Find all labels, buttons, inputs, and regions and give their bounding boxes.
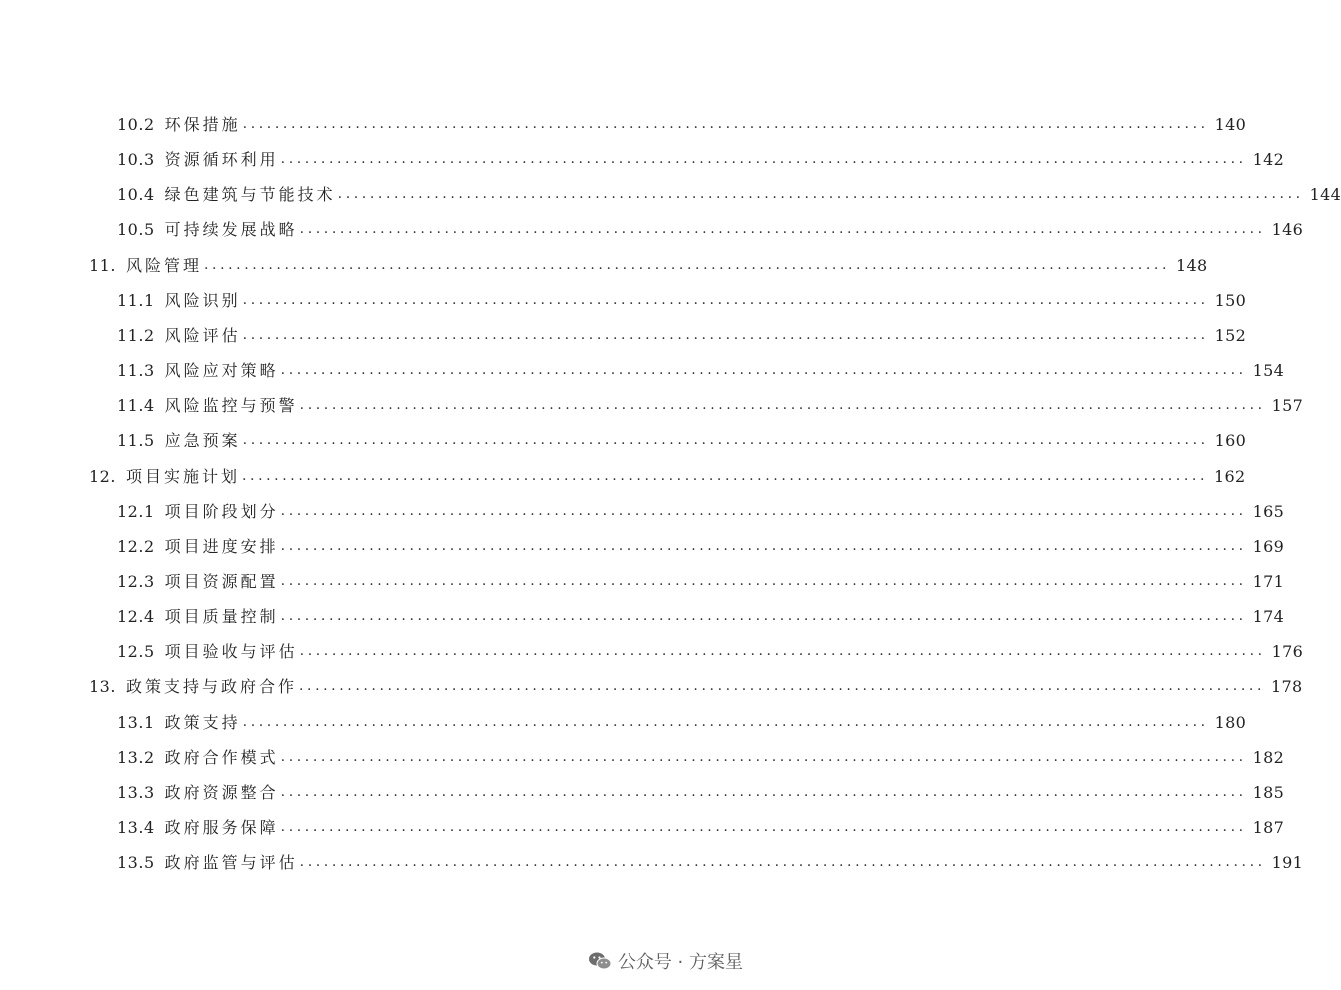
toc-dot-leader: ........................................................................................................................ — [299, 221, 1266, 238]
toc-entry-page: 152 — [1214, 325, 1247, 345]
toc-entry-number: 12.3 — [117, 571, 155, 591]
toc-entry[interactable] — [89, 459, 1246, 494]
toc-entry-page: 146 — [1271, 220, 1304, 240]
toc-entry[interactable] — [117, 529, 1285, 564]
toc-entry-number: 11.4 — [117, 396, 155, 416]
toc-entry[interactable] — [117, 142, 1285, 177]
toc-entry-title: 资源循环利用 — [164, 150, 279, 170]
toc-entry-page: 191 — [1271, 853, 1304, 873]
toc-dot-leader: ........................................................................................................................ — [242, 326, 1209, 343]
toc-entry-number: 11. — [89, 255, 116, 275]
toc-entry-number: 12.1 — [117, 501, 155, 521]
toc-entry-number: 13.1 — [117, 712, 155, 732]
toc-dot-leader: ........................................................................................................................ — [242, 432, 1209, 449]
watermark — [588, 948, 743, 974]
toc-entry-title: 环保措施 — [164, 115, 241, 134]
toc-entry-page: 180 — [1214, 712, 1247, 732]
toc-entry-title: 风险评估 — [164, 325, 241, 345]
watermark-text: 公众号 · 方案星 — [617, 952, 743, 973]
toc-dot-leader: ........................................................................................................................ — [280, 608, 1247, 625]
toc-entry-page: 169 — [1252, 536, 1285, 556]
toc-dot-leader: ........................................................................................................................ — [299, 397, 1266, 414]
toc-dot-leader: ........................................................................................................................ — [280, 362, 1247, 379]
toc-entry-number: 13.2 — [117, 747, 155, 767]
toc-entry-title: 风险监控与预警 — [164, 396, 298, 416]
toc-entry-page: 148 — [1176, 255, 1208, 275]
toc-entry[interactable] — [89, 669, 1303, 704]
toc-dot-leader: ........................................................................................................................ — [203, 256, 1170, 273]
toc-dot-leader: ........................................................................................................................ — [298, 678, 1265, 695]
toc-entry-title: 政策支持 — [164, 712, 241, 732]
toc-dot-leader: ........................................................................................................................ — [242, 713, 1209, 730]
toc-entry-number: 10.3 — [117, 150, 155, 170]
toc-entry[interactable] — [117, 494, 1285, 529]
toc-entry-title: 项目质量控制 — [164, 607, 279, 627]
toc-entry-number: 10.5 — [117, 220, 155, 240]
toc-entry-page: 187 — [1252, 818, 1285, 837]
toc-entry-page: 157 — [1271, 396, 1304, 416]
toc-entry-number: 12.5 — [117, 642, 155, 662]
toc-entry[interactable] — [117, 599, 1285, 634]
toc-entry-page: 144 — [1309, 185, 1341, 205]
toc-entry-number: 10.2 — [117, 115, 155, 134]
toc-entry-title: 应急预案 — [164, 431, 241, 451]
toc-entry-title: 项目实施计划 — [125, 466, 240, 486]
toc-dot-leader: ........................................................................................................................ — [242, 291, 1209, 308]
toc-entry-title: 政策支持与政府合作 — [125, 677, 297, 697]
toc-entry-number: 13.4 — [117, 818, 155, 837]
toc-dot-leader: ........................................................................................................................ — [299, 854, 1266, 871]
toc-entry-title: 政府资源整合 — [164, 782, 279, 802]
toc-entry[interactable] — [117, 388, 1304, 423]
toc-entry-number: 12.2 — [117, 536, 155, 556]
toc-entry-page: 178 — [1271, 677, 1303, 697]
toc-entry-number: 12. — [89, 466, 116, 486]
toc-entry-number: 12.4 — [117, 607, 155, 627]
wechat-icon — [588, 951, 612, 971]
toc-entry-page: 182 — [1252, 747, 1285, 767]
toc-entry-title: 绿色建筑与节能技术 — [164, 185, 336, 205]
toc-entry-number: 13.5 — [117, 853, 155, 873]
toc-entry-title: 项目验收与评估 — [164, 642, 298, 662]
toc-entry-number: 11.5 — [117, 431, 155, 451]
toc-dot-leader: ........................................................................................................................ — [280, 572, 1247, 589]
toc-entry-page: 150 — [1214, 290, 1247, 310]
toc-entry-number: 11.2 — [117, 325, 155, 345]
toc-entry[interactable] — [117, 845, 1304, 880]
toc-entry[interactable] — [117, 107, 1247, 142]
toc-dot-leader: ........................................................................................................................ — [337, 186, 1304, 203]
toc-entry-number: 11.1 — [117, 290, 155, 310]
toc-entry-title: 政府合作模式 — [164, 747, 279, 767]
toc-entry-title: 风险应对策略 — [164, 361, 279, 381]
toc-dot-leader: ........................................................................................................................ — [280, 748, 1247, 765]
toc-entry-page: 165 — [1252, 501, 1285, 521]
toc-entry-number: 11.3 — [117, 361, 155, 381]
toc-entry-title: 政府服务保障 — [164, 818, 279, 837]
toc-entry-title: 政府监管与评估 — [164, 853, 298, 873]
toc-dot-leader: ........................................................................................................................ — [280, 819, 1247, 835]
toc-entry[interactable] — [117, 318, 1247, 353]
toc-dot-leader: ........................................................................................................................ — [299, 643, 1266, 660]
toc-entry[interactable] — [117, 810, 1285, 845]
toc-entry[interactable] — [117, 740, 1285, 775]
toc-entry-page: 174 — [1252, 607, 1285, 627]
toc-entry-page: 154 — [1252, 361, 1285, 381]
toc-entry[interactable] — [117, 705, 1247, 740]
toc-dot-leader: ........................................................................................................................ — [242, 116, 1209, 132]
toc-entry[interactable] — [117, 423, 1247, 458]
toc-entry-page: 185 — [1252, 782, 1285, 802]
toc-entry-number: 10.4 — [117, 185, 155, 205]
toc-dot-leader: ........................................................................................................................ — [280, 783, 1247, 800]
toc-entry-title: 项目阶段划分 — [164, 501, 279, 521]
toc-dot-leader: ........................................................................................................................ — [280, 537, 1247, 554]
toc-entry[interactable] — [89, 248, 1208, 283]
toc-entry-title: 风险管理 — [125, 255, 202, 275]
toc-entry-page: 171 — [1252, 571, 1285, 591]
toc-entry[interactable] — [117, 177, 1341, 212]
toc-entry-title: 风险识别 — [164, 290, 241, 310]
toc-entry[interactable] — [117, 775, 1285, 810]
toc-entry-page: 162 — [1214, 466, 1246, 486]
toc-entry[interactable] — [117, 283, 1247, 318]
toc-dot-leader: ........................................................................................................................ — [280, 502, 1247, 519]
toc-entry-title: 项目进度安排 — [164, 536, 279, 556]
toc-entry-page: 142 — [1252, 150, 1285, 170]
toc-entry-number: 13.3 — [117, 782, 155, 802]
toc-dot-leader: ........................................................................................................................ — [280, 151, 1247, 168]
toc-entry[interactable] — [117, 353, 1285, 388]
toc-entry-number: 13. — [89, 677, 116, 697]
toc-entry-title: 可持续发展战略 — [164, 220, 298, 240]
toc-entry[interactable] — [117, 212, 1304, 247]
toc-entry[interactable] — [117, 634, 1304, 669]
toc-entry[interactable] — [117, 564, 1285, 599]
toc-entry-page: 176 — [1271, 642, 1304, 662]
toc-entry-title: 项目资源配置 — [164, 571, 279, 591]
toc-dot-leader: ........................................................................................................................ — [241, 467, 1208, 484]
toc-entry-page: 140 — [1214, 115, 1247, 134]
toc-entry-page: 160 — [1214, 431, 1247, 451]
